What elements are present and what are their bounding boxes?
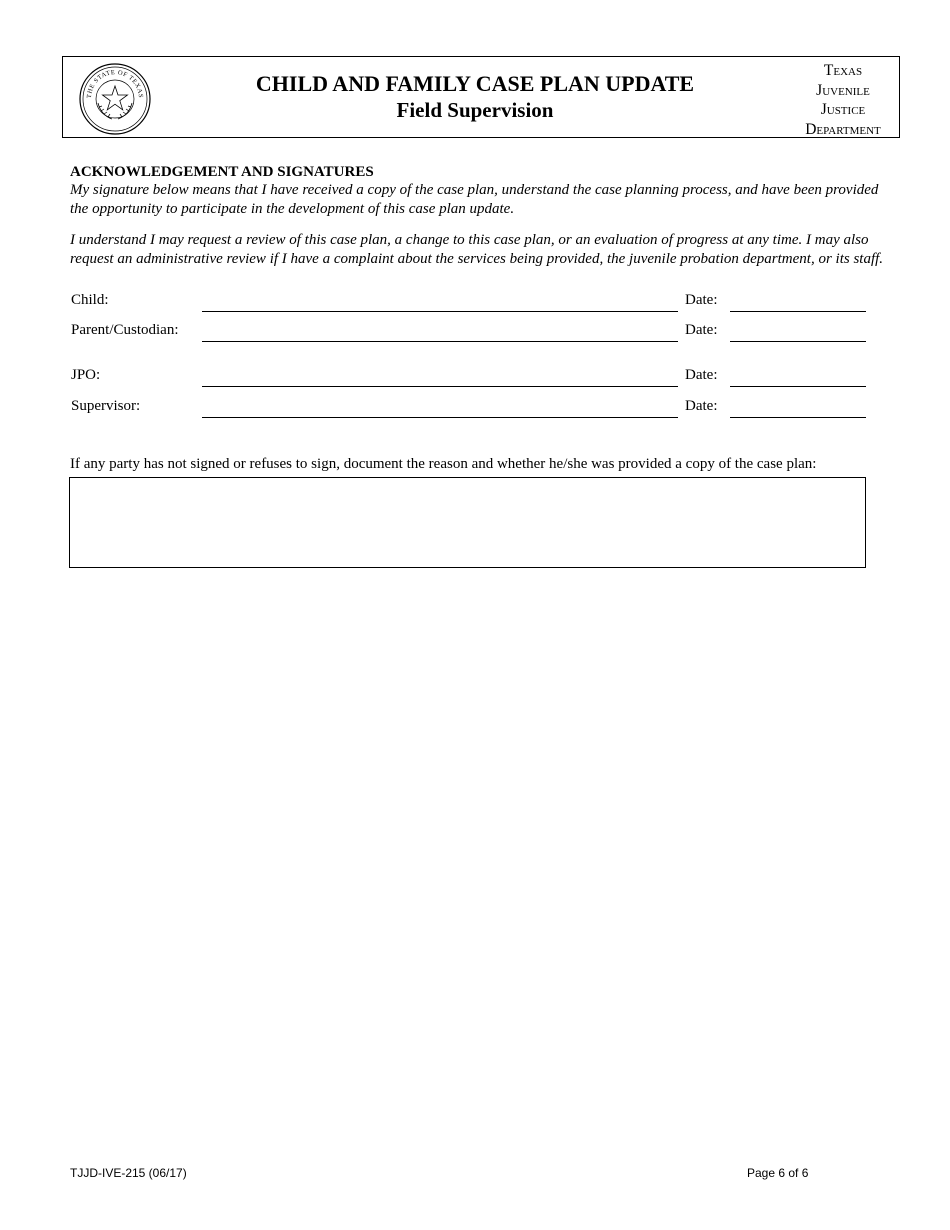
child-signature-label: Child: <box>71 292 109 308</box>
supervisor-signature-line[interactable] <box>202 417 678 418</box>
acknowledgement-paragraph: My signature below means that I have received a copy of the case plan, understand the case planning process, and have been provided the opportunity to participate in the development of this case plan update. <box>70 182 879 217</box>
refusal-prompt: If any party has not signed or refuses to sign, document the reason and whether he/she was provided a copy of the case plan: <box>70 456 817 472</box>
supervisor-date-line[interactable] <box>730 417 866 418</box>
parent-signature-label: Parent/Custodian: <box>71 322 179 338</box>
parent-signature-line[interactable] <box>202 341 678 342</box>
svg-text:THE STATE OF TEXAS: THE STATE OF TEXAS <box>85 69 145 99</box>
supervisor-date-label: Date: <box>685 398 718 414</box>
agency-name <box>785 61 901 139</box>
jpo-date-line[interactable] <box>730 386 866 387</box>
form-id: TJJD-IVE-215 (06/17) <box>70 1166 187 1180</box>
child-signature-line[interactable] <box>202 311 678 312</box>
page-number: Page 6 of 6 <box>747 1166 809 1180</box>
refusal-reason-field[interactable] <box>69 477 866 568</box>
jpo-signature-line[interactable] <box>202 386 678 387</box>
form-header <box>62 56 900 138</box>
rights-paragraph: I understand I may request a review of this case plan, a change to this case plan, or an evaluation of progress at any time. I may also request an administrative review if I have a complaint about the services being provided, the juvenile probation department, or its staff. <box>70 232 884 267</box>
jpo-date-label: Date: <box>685 367 718 383</box>
jpo-signature-label: JPO: <box>71 367 101 383</box>
supervisor-signature-label: Supervisor: <box>71 398 141 414</box>
agency-line: Texas <box>823 62 863 79</box>
child-date-line[interactable] <box>730 311 866 312</box>
agency-line: Justice <box>820 101 866 118</box>
agency-line: Department <box>805 120 881 138</box>
agency-line: Juvenile <box>816 81 870 99</box>
texas-seal-icon <box>79 63 151 135</box>
parent-date-label: Date: <box>685 322 718 338</box>
child-date-label: Date: <box>685 292 718 308</box>
acknowledgement-heading: ACKNOWLEDGEMENT AND SIGNATURES <box>70 164 374 180</box>
parent-date-line[interactable] <box>730 341 866 342</box>
form-title-block <box>213 71 737 123</box>
form-title: CHILD AND FAMILY CASE PLAN UPDATE <box>255 71 695 96</box>
form-subtitle: Field Supervision <box>396 98 554 122</box>
